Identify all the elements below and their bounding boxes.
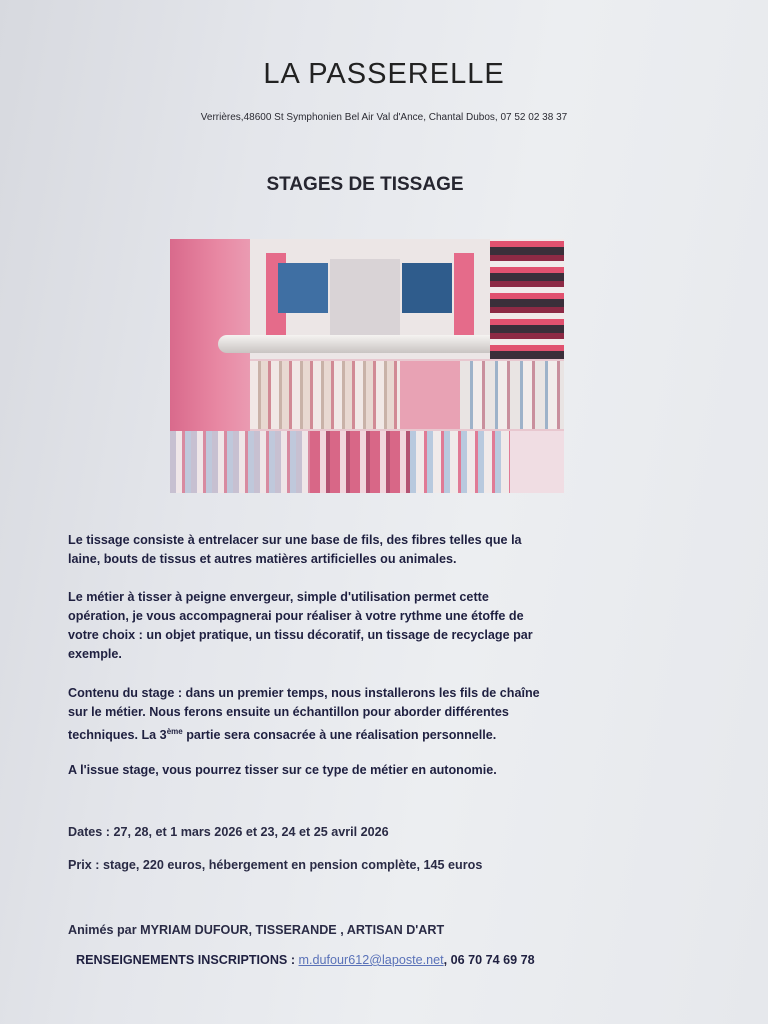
paragraph-contenu [68,684,708,745]
text-line: votre choix : un objet pratique, un tissu décoratif, un tissage de recyclage par [68,628,533,642]
text-line: Le tissage consiste à entrelacer sur une base de fils, des fibres telles que la [68,533,522,547]
text-line: exemple. [68,647,122,661]
text-line: sur le métier. Nous ferons ensuite un échantillon pour aborder différentes [68,705,509,719]
text-line: laine, bouts de tissus et autres matières artificielles ou animales. [68,552,457,566]
paragraph-intro [68,531,708,569]
text-line [68,722,708,745]
weaving-photo [170,239,564,493]
paragraph-loom [68,588,708,664]
animator-line: Animés par MYRIAM DUFOUR, TISSERANDE , ARTISAN D'ART [68,923,445,937]
text-line: A l'issue stage, vous pourrez tisser sur ce type de métier en autonomie. [68,763,497,777]
text-part: partie sera consacrée à une réalisation personnelle. [182,728,497,743]
text-part: techniques. La 3 [68,728,167,743]
page-title: LA PASSERELLE [263,58,505,90]
page-subtitle: STAGES DE TISSAGE [266,174,464,195]
dates-line: Dates : 27, 28, et 1 mars 2026 et 23, 24 et 25 avril 2026 [68,825,389,839]
superscript: ème [166,727,183,736]
address-line: Verrières,48600 St Symphonien Bel Air Val d'Ance, Chantal Dubos, 07 52 02 38 37 [200,112,568,123]
text-line: opération, je vous accompagnerai pour réaliser à votre rythme une étoffe de [68,609,524,623]
text-line: Contenu du stage : dans un premier temps, nous installerons les fils de chaîne [68,686,540,700]
phone-number: , 06 70 74 69 78 [443,953,535,967]
text-line: Le métier à tisser à peigne envergeur, simple d'utilisation permet cette [68,590,489,604]
contact-line [76,951,716,970]
contact-label: RENSEIGNEMENTS INSCRIPTIONS : [76,953,299,967]
paragraph-autonomie [68,761,708,780]
email-link[interactable]: m.dufour612@laposte.net [298,953,444,967]
price-line: Prix : stage, 220 euros, hébergement en pension complète, 145 euros [68,858,483,872]
